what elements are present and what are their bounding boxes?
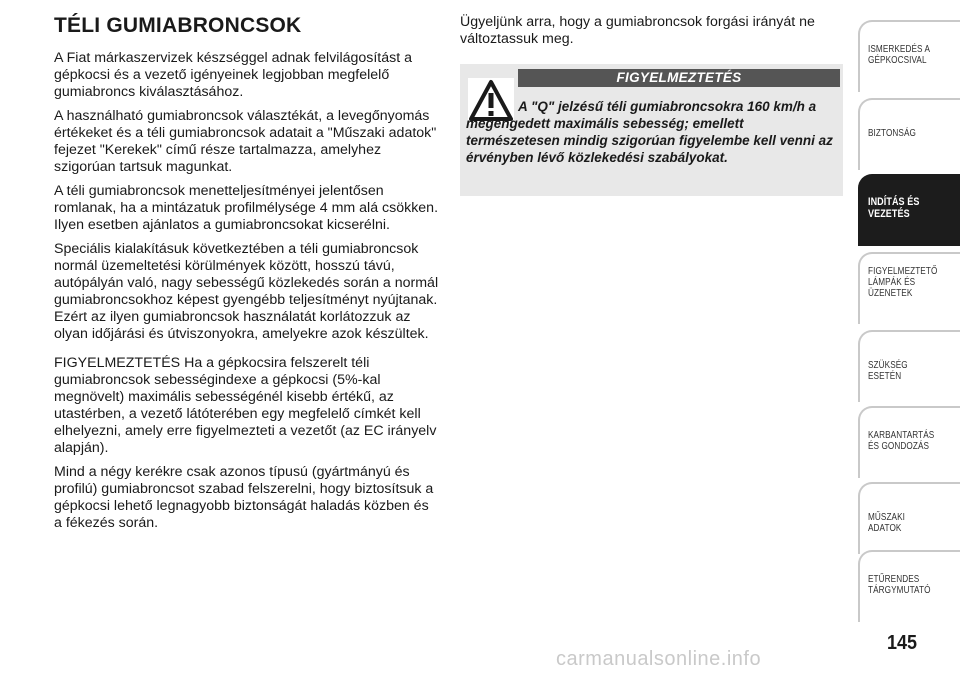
paragraph-intro: A Fiat márkaszervizek készséggel adnak felvilágosítást a gépkocsi és a vezető igényeinek legjobban megfelelő gumiabroncs kiválasztásához. xyxy=(54,50,413,100)
tab-biztonsag[interactable] xyxy=(858,98,960,170)
paragraph-rotation: Ügyeljünk arra, hogy a gumiabroncsok forgási irányát ne változtassuk meg. xyxy=(460,14,815,47)
warning-text: A "Q" jelzésű téli gumiabroncsokra 160 km/h a megengedett maximális sebesség; emellett természetesen mindig szigorúan figyelembe kell venni az érvényben lévő közlekedési szabályokat. xyxy=(466,99,833,165)
watermark-text: carmanualsonline.info xyxy=(556,648,762,670)
tab-label: KARBANTARTÁS ÉS GONDOZÁS xyxy=(868,430,935,452)
tab-targymutato[interactable] xyxy=(858,550,960,622)
tab-label: INDÍTÁS ÉS VEZETÉS xyxy=(868,196,920,220)
tab-ismerkedes[interactable] xyxy=(858,20,960,92)
tab-karbantartas[interactable] xyxy=(858,406,960,478)
tab-label: BIZTONSÁG xyxy=(868,128,916,139)
chapter-tabs xyxy=(858,20,960,618)
tab-inditas-es-vezetes[interactable] xyxy=(858,174,960,246)
paragraph-tread-depth: A téli gumiabroncsok menetteljesítményei jelentősen romlanak, ha a mintázatuk profilmélysége 4 mm alá csökken. Ilyen esetben ajánlatos a gumiabroncsokat kicserélni. xyxy=(54,183,439,233)
page-number: 145 xyxy=(886,632,918,654)
tab-szukseg-eseten[interactable] xyxy=(858,330,960,402)
tab-label: SZÜKSÉG ESETÉN xyxy=(868,360,908,382)
tab-muszaki-adatok[interactable] xyxy=(858,482,960,554)
tab-label: MŰSZAKI ADATOK xyxy=(868,512,906,534)
paragraph-tire-data: A használható gumiabroncsok választékát, a levegőnyomás értékeket és a téli gumiabroncsok adatait a "Műszaki adatok" fejezet "Kerekek" című része tartalmazza, amelyhez szigorúan tartsuk magunkat. xyxy=(54,108,437,175)
tab-figyelmezteto-lampak[interactable] xyxy=(858,252,960,324)
tab-label: FIGYELMEZTETŐ LÁMPÁK ÉS ÜZENETEK xyxy=(868,266,938,299)
paragraph-performance: Speciális kialakításuk következtében a téli gumiabroncsok normál üzemeltetési körülmények között, hosszú távú, autópályán való, nagy sebességű közlekedés során a normál gumiabroncsokhoz képest gyengébb teljesítményt nyújtanak. Ezért az ilyen gumiabroncsok használatát korlátozzuk az olyan időjárási és útviszonyokra, amelyekre azok készültek. xyxy=(54,241,439,342)
paragraph-speed-index-warning: FIGYELMEZTETÉS Ha a gépkocsira felszerelt téli gumiabroncsok sebességindexe a gépkocsi (5%-kal megnövelt) maximális sebességénél kisebb értékű, az utastérben, a vezető látóterében egy megfelelő címkét kell elhelyezni, amely erre figyelmezteti a vezetőt (az EC irányelv alapján). xyxy=(54,355,437,456)
secondary-column xyxy=(460,14,844,196)
paragraph-same-type: Mind a négy kerékre csak azonos típusú (gyártmányú és profilú) gumiabroncsot szabad felszerelni, hogy biztosítsuk a gépkocsi lehető legnagyobb biztonságát haladás közben és a fékezés során. xyxy=(54,464,434,531)
warning-box xyxy=(460,64,843,196)
warning-header: FIGYELMEZTETÉS xyxy=(518,69,840,87)
tab-label: ISMERKEDÉS A GÉPKOCSIVAL xyxy=(868,44,930,66)
page-title: TÉLI GUMIABRONCSOK xyxy=(54,14,302,37)
tab-label: ETŰRENDES TÁRGYMUTATÓ xyxy=(868,574,931,596)
main-column xyxy=(54,14,440,539)
